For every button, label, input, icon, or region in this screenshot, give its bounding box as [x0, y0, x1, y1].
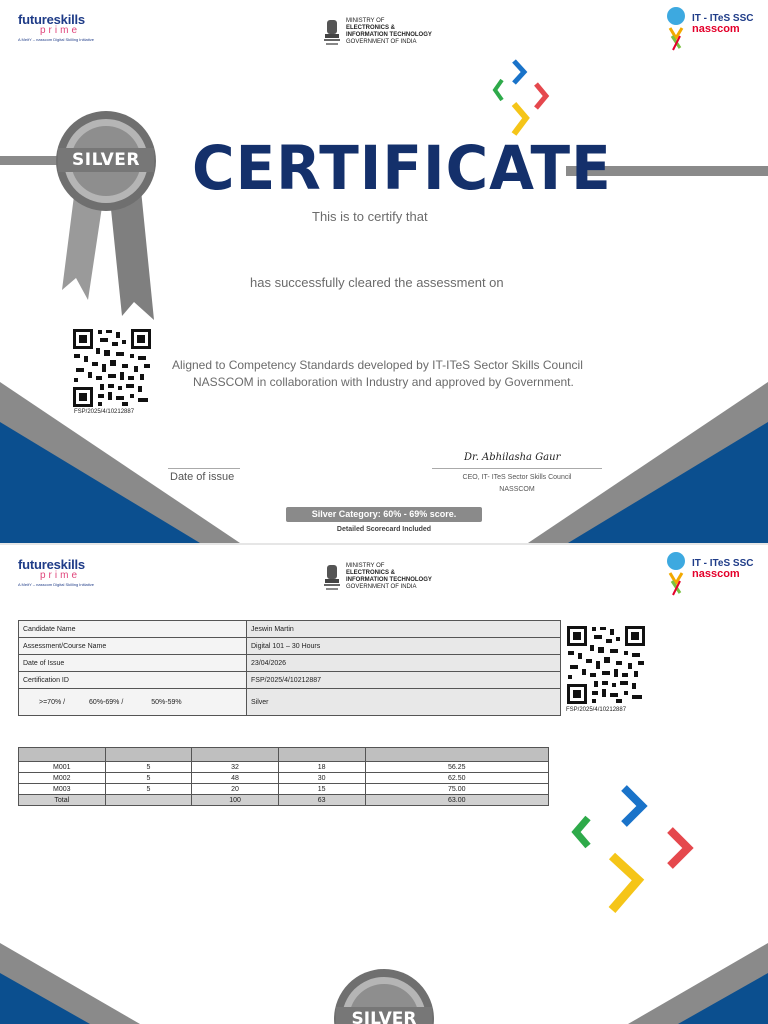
aligned-line-2: NASSCOM in collaboration with Industry and approved by Government. — [193, 375, 574, 389]
module-col1: 5 — [105, 773, 192, 784]
qr-id-label-2: FSP/2025/4/10212887 — [566, 707, 627, 713]
ministry-line1: MINISTRY OF — [346, 18, 385, 24]
header-cell — [278, 748, 365, 762]
total-row — [19, 795, 549, 806]
ministry-line1-2: MINISTRY OF — [346, 563, 385, 569]
info-value: Digital 101 – 30 Hours — [247, 638, 561, 655]
total-col4: 63.00 — [365, 795, 549, 806]
grade-range-gold: >=70% / — [39, 698, 66, 706]
module-id: M001 — [19, 762, 106, 773]
futureskills-brand: futureskills — [18, 12, 85, 27]
module-col4: 56.25 — [365, 762, 549, 773]
module-col1: 5 — [105, 762, 192, 773]
blue-band-bottom-left — [0, 943, 140, 1024]
info-label: Certification ID — [19, 672, 247, 689]
header-cell — [365, 748, 549, 762]
ministry-line4: GOVERNMENT OF INDIA — [346, 39, 417, 45]
futureskills-tagline: A MeitY – nasscom Digital Skilling Initiative — [18, 37, 94, 42]
nasscom-person-icon — [664, 551, 688, 597]
info-label: Date of Issue — [19, 655, 247, 672]
total-col2: 100 — [192, 795, 279, 806]
info-value: Jeswin Martin — [247, 621, 561, 638]
info-label: Assessment/Course Name — [19, 638, 247, 655]
table-row — [19, 784, 549, 795]
aligned-line-1: Aligned to Competency Standards developed by IT-ITeS Sector Skills Council — [172, 358, 583, 372]
ministry-line3-2: INFORMATION TECHNOLOGY — [346, 577, 432, 583]
national-emblem-icon — [322, 18, 342, 48]
table-row — [19, 655, 561, 672]
module-scores-table — [18, 747, 549, 806]
module-id: M003 — [19, 784, 106, 795]
date-of-issue-label: Date of issue — [170, 471, 235, 483]
futureskills-logo-2 — [18, 557, 94, 587]
qr-id-label: FSP/2025/4/10212887 — [74, 409, 135, 415]
module-col2: 48 — [192, 773, 279, 784]
ministry-line2-2: ELECTRONICS & — [346, 570, 396, 576]
module-id: M002 — [19, 773, 106, 784]
certificate-title: CERTIFICATE — [192, 132, 612, 204]
table-row — [19, 762, 549, 773]
total-label: Total — [19, 795, 106, 806]
futureskills-sub-2: prime — [40, 570, 81, 581]
module-col3: 30 — [278, 773, 365, 784]
nasscom-line1-2: IT - ITeS SSC — [692, 558, 754, 569]
nasscom-line2-2: nasscom — [692, 568, 740, 580]
grade-range-bronze: 50%-59% — [151, 698, 182, 706]
futureskills-sub: prime — [40, 25, 81, 36]
scorecard-page — [0, 545, 768, 1024]
grade-range-silver: 60%-69% / — [89, 698, 124, 706]
module-col4: 75.00 — [365, 784, 549, 795]
ministry-line2: ELECTRONICS & — [346, 25, 396, 31]
ministry-logo-2 — [322, 563, 432, 593]
module-col3: 18 — [278, 762, 365, 773]
header-cell — [105, 748, 192, 762]
scorecard-note: Detailed Scorecard Included — [336, 526, 432, 533]
futureskills-logo — [18, 12, 94, 42]
nasscom-person-icon — [664, 6, 688, 52]
category-pill: Silver Category: 60% - 69% score. — [286, 507, 482, 522]
table-row — [19, 689, 561, 716]
certify-line: This is to certify that — [312, 209, 428, 224]
module-col2: 32 — [192, 762, 279, 773]
blue-band-right — [528, 382, 768, 543]
table-row — [19, 638, 561, 655]
ministry-line4-2: GOVERNMENT OF INDIA — [346, 584, 417, 590]
cleared-line: has successfully cleared the assessment on — [250, 275, 504, 290]
grade-ranges — [19, 689, 247, 716]
blue-band-bottom-right — [628, 943, 768, 1024]
header-cell — [19, 748, 106, 762]
module-col4: 62.50 — [365, 773, 549, 784]
nasscom-logo — [664, 6, 754, 52]
date-underline — [168, 468, 240, 469]
signature: Dr. Abhilasha Gaur — [464, 452, 561, 463]
module-col1: 5 — [105, 784, 192, 795]
futureskills-tagline-2: A MeitY – nasscom Digital Skilling Initiative — [18, 582, 94, 587]
grade-value: Silver — [247, 689, 561, 716]
qr-code-icon — [566, 625, 646, 705]
blue-band-left — [0, 382, 240, 543]
silver-badge-label: SILVER — [72, 150, 140, 170]
candidate-info-table — [18, 620, 561, 716]
module-col2: 20 — [192, 784, 279, 795]
ministry-logo — [322, 18, 432, 48]
total-col1 — [105, 795, 192, 806]
silver-badge-label-2: SILVER — [351, 1009, 417, 1024]
nasscom-line2: nasscom — [692, 23, 740, 35]
table-row — [19, 773, 549, 784]
signatory-title-2: NASSCOM — [499, 486, 535, 493]
ministry-line3: INFORMATION TECHNOLOGY — [346, 32, 432, 38]
info-label: Candidate Name — [19, 621, 247, 638]
table-row — [19, 672, 561, 689]
chevron-cluster-large-icon — [566, 780, 700, 920]
chevron-cluster-icon — [488, 58, 556, 140]
total-col3: 63 — [278, 795, 365, 806]
signature-underline — [432, 468, 602, 469]
module-col3: 15 — [278, 784, 365, 795]
table-header-row — [19, 748, 549, 762]
nasscom-logo-2 — [664, 551, 754, 597]
nasscom-line1: IT - ITeS SSC — [692, 13, 754, 24]
info-value: FSP/2025/4/10212887 — [247, 672, 561, 689]
table-row — [19, 621, 561, 638]
futureskills-brand-2: futureskills — [18, 557, 85, 572]
signatory-title-1: CEO, IT- ITeS Sector Skills Council — [462, 474, 572, 481]
header-cell — [192, 748, 279, 762]
info-value: 23/04/2026 — [247, 655, 561, 672]
national-emblem-icon — [322, 563, 342, 593]
